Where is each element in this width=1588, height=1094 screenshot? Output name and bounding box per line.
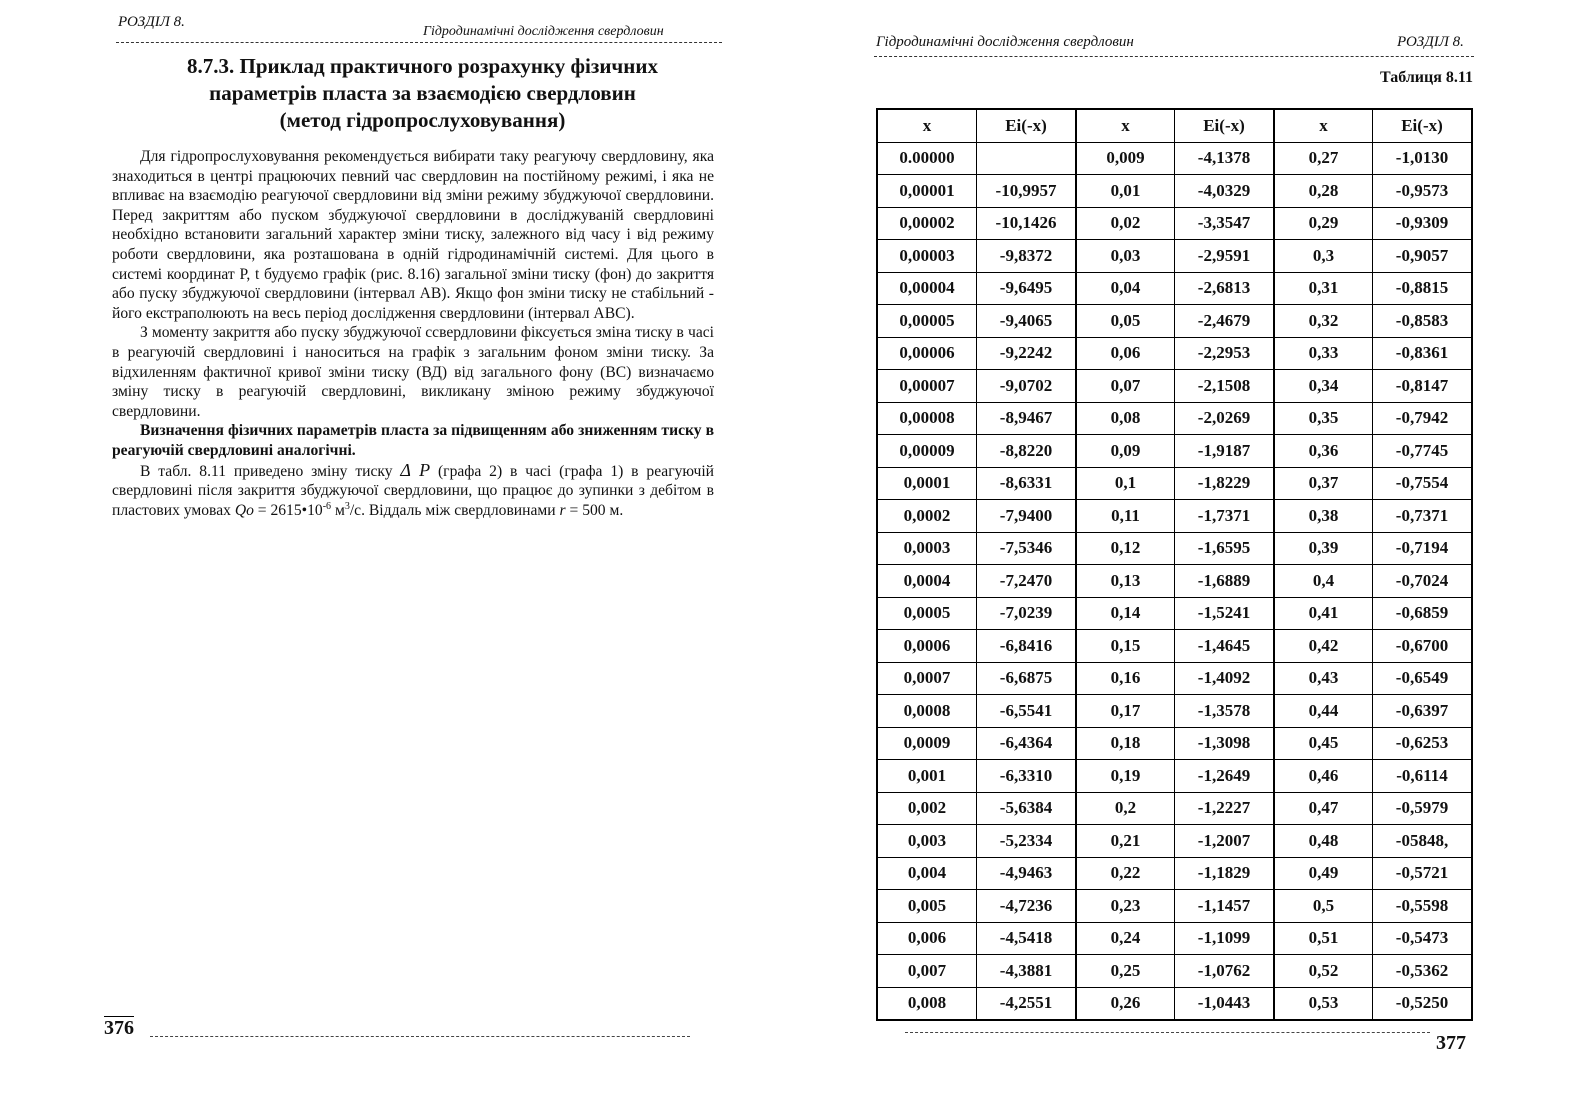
cell-x: 0,45 (1274, 727, 1373, 760)
cell-x: 0,006 (877, 922, 977, 955)
cell-ei: -1,6595 (1175, 532, 1275, 565)
cell-x: 0.00000 (877, 142, 977, 175)
cell-ei: -9,8372 (977, 240, 1077, 273)
cell-x: 0,16 (1076, 662, 1175, 695)
table-row (877, 597, 1472, 630)
table-row (877, 175, 1472, 208)
cell-ei: -1,0762 (1175, 955, 1275, 988)
cell-ei: -7,9400 (977, 500, 1077, 533)
cell-ei: -0,6859 (1373, 597, 1473, 630)
cell-ei: -0,9309 (1373, 207, 1473, 240)
footer-rule-right (905, 1032, 1430, 1033)
cell-x: 0,33 (1274, 337, 1373, 370)
cell-ei: -10,9957 (977, 175, 1077, 208)
table-row (877, 272, 1472, 305)
delta-p-symbol: Δ P (400, 459, 431, 480)
cell-ei: -1,2227 (1175, 792, 1275, 825)
cell-ei: -1,4645 (1175, 630, 1275, 663)
cell-ei: -0,5721 (1373, 857, 1473, 890)
section-title-line-3: (метод гідропрослуховування) (279, 108, 566, 132)
cell-ei: -1,8229 (1175, 467, 1275, 500)
table-row (877, 760, 1472, 793)
col-header-x-1: x (877, 109, 977, 142)
cell-ei: -1,0443 (1175, 987, 1275, 1020)
cell-x: 0,002 (877, 792, 977, 825)
cell-x: 0,37 (1274, 467, 1373, 500)
cell-x: 0,3 (1274, 240, 1373, 273)
cell-ei: -0,7554 (1373, 467, 1473, 500)
cell-x: 0,2 (1076, 792, 1175, 825)
cell-x: 0,005 (877, 890, 977, 923)
cell-ei: -8,6331 (977, 467, 1077, 500)
cell-ei: -1,3578 (1175, 695, 1275, 728)
cell-ei: -4,3881 (977, 955, 1077, 988)
cell-ei: -7,5346 (977, 532, 1077, 565)
table-caption: Таблиця 8.11 (1379, 69, 1473, 86)
cell-ei: -7,0239 (977, 597, 1077, 630)
running-head-title: Гідродинамічні дослідження свердловин (876, 34, 1134, 50)
cell-ei: -6,6875 (977, 662, 1077, 695)
cell-ei: -0,5598 (1373, 890, 1473, 923)
cell-x: 0,02 (1076, 207, 1175, 240)
cell-x: 0,29 (1274, 207, 1373, 240)
col-header-x-3: x (1274, 109, 1373, 142)
cell-ei: -6,5541 (977, 695, 1077, 728)
paragraph-3: Визначення фізичних параметрів пласта за підвищенням або зниженням тиску в реагуючій свердловині аналогічні. (112, 422, 714, 459)
cell-ei: -9,2242 (977, 337, 1077, 370)
cell-ei: -2,4679 (1175, 305, 1275, 338)
col-header-ei-3: Ei(-x) (1373, 109, 1473, 142)
cell-ei: -9,6495 (977, 272, 1077, 305)
cell-ei: -0,8815 (1373, 272, 1473, 305)
cell-x: 0,18 (1076, 727, 1175, 760)
table-row (877, 565, 1472, 598)
cell-x: 0,5 (1274, 890, 1373, 923)
table-row (877, 142, 1472, 175)
cell-x: 0,0003 (877, 532, 977, 565)
cell-ei: -6,8416 (977, 630, 1077, 663)
table-row (877, 890, 1472, 923)
cell-x: 0,21 (1076, 825, 1175, 858)
cell-x: 0,4 (1274, 565, 1373, 598)
running-head-title: Гідродинамічні дослідження свердловин (423, 24, 664, 39)
cell-ei: -6,3310 (977, 760, 1077, 793)
cell-x: 0,14 (1076, 597, 1175, 630)
cell-x: 0,04 (1076, 272, 1175, 305)
cell-ei: -5,6384 (977, 792, 1077, 825)
cell-x: 0,00007 (877, 370, 977, 403)
cell-ei: -0,7194 (1373, 532, 1473, 565)
cell-x: 0,0004 (877, 565, 977, 598)
cell-ei: -5,2334 (977, 825, 1077, 858)
table-row (877, 857, 1472, 890)
cell-x: 0,09 (1076, 435, 1175, 468)
cell-x: 0,49 (1274, 857, 1373, 890)
body-text (112, 147, 714, 520)
table-row (877, 500, 1472, 533)
cell-x: 0,0009 (877, 727, 977, 760)
cell-x: 0,00008 (877, 402, 977, 435)
cell-ei: -4,2551 (977, 987, 1077, 1020)
cell-x: 0,41 (1274, 597, 1373, 630)
cell-x: 0,46 (1274, 760, 1373, 793)
cell-x: 0,38 (1274, 500, 1373, 533)
cell-x: 0,07 (1076, 370, 1175, 403)
cell-ei: -0,6397 (1373, 695, 1473, 728)
cell-ei: -0,8147 (1373, 370, 1473, 403)
cell-x: 0,36 (1274, 435, 1373, 468)
cell-ei: -0,9573 (1373, 175, 1473, 208)
cell-x: 0,0006 (877, 630, 977, 663)
cell-ei: -1,3098 (1175, 727, 1275, 760)
cell-x: 0,26 (1076, 987, 1175, 1020)
cell-ei: -0,7942 (1373, 402, 1473, 435)
cell-x: 0,27 (1274, 142, 1373, 175)
q-unit: м (331, 501, 345, 519)
col-header-ei-1: Ei(-x) (977, 109, 1077, 142)
cell-x: 0,05 (1076, 305, 1175, 338)
cell-x: 0,01 (1076, 175, 1175, 208)
col-header-ei-2: Ei(-x) (1175, 109, 1275, 142)
cell-x: 0,12 (1076, 532, 1175, 565)
cell-x: 0,0005 (877, 597, 977, 630)
cell-x: 0,00004 (877, 272, 977, 305)
cell-x: 0,0001 (877, 467, 977, 500)
page-number-left: 376 (104, 1017, 134, 1039)
cell-ei: -0,8583 (1373, 305, 1473, 338)
cell-ei: -0,7371 (1373, 500, 1473, 533)
table-row (877, 207, 1472, 240)
cell-ei: -0,5979 (1373, 792, 1473, 825)
cell-x: 0,53 (1274, 987, 1373, 1020)
cell-ei: -4,5418 (977, 922, 1077, 955)
cell-x: 0,003 (877, 825, 977, 858)
cell-x: 0,23 (1076, 890, 1175, 923)
paragraph-1: Для гідропрослуховування рекомендується вибирати таку реагуючу свердловину, яка знаходиться в центрі працюючих певний час свердловин на постійному режимі, і яка не впливає на взаємодію реагуючої свердловини від зміни режиму збуджуючої свердловини. Перед закриттям або пуском збуджуючої свердловини в досліджуваній свердловині необхідно встановити загальний характер зміни тиску, залежного від часу і від режиму роботи свердловини, яка розташована в одній гідродинамічній системі. Для цього в системі координат P, t будуємо графік (рис. 8.16) загальної зміни тиску (фон) до закриття або пуску збуджуючої свердловини (інтервал АВ). Якщо фон зміни тиску не стабільний - його екстраполюють на весь період дослідження свердловини (інтервал АВС). (112, 148, 714, 322)
cell-x: 0,19 (1076, 760, 1175, 793)
cell-x: 0,007 (877, 955, 977, 988)
cell-x: 0,28 (1274, 175, 1373, 208)
table-row (877, 825, 1472, 858)
cell-x: 0,35 (1274, 402, 1373, 435)
cell-ei: -0,7745 (1373, 435, 1473, 468)
cell-x: 0,52 (1274, 955, 1373, 988)
paragraph-4 (112, 461, 714, 521)
cell-x: 0,48 (1274, 825, 1373, 858)
cell-x: 0,22 (1076, 857, 1175, 890)
r-value: = 500 м. (565, 501, 624, 519)
table-body (877, 142, 1472, 1020)
q-value: = 2615•10 (253, 501, 323, 519)
table-row (877, 305, 1472, 338)
cell-ei: -1,1829 (1175, 857, 1275, 890)
cell-x: 0,42 (1274, 630, 1373, 663)
header-rule (116, 42, 722, 43)
cell-ei: -9,4065 (977, 305, 1077, 338)
col-header-x-2: x (1076, 109, 1175, 142)
table-row (877, 532, 1472, 565)
cell-ei: -1,1099 (1175, 922, 1275, 955)
r-symbol: r (559, 501, 566, 519)
cell-ei: -4,0329 (1175, 175, 1275, 208)
cell-x: 0,00005 (877, 305, 977, 338)
table-row (877, 402, 1472, 435)
cell-ei: -8,9467 (977, 402, 1077, 435)
cell-x: 0,03 (1076, 240, 1175, 273)
section-title-line-2: параметрів пласта за взаємодією свердловин (209, 81, 636, 105)
ei-function-table (876, 108, 1473, 1021)
cell-ei: -1,9187 (1175, 435, 1275, 468)
cell-ei: -0,6549 (1373, 662, 1473, 695)
cell-x: 0,11 (1076, 500, 1175, 533)
table-row (877, 467, 1472, 500)
cell-ei: -0,5250 (1373, 987, 1473, 1020)
cell-ei: -1,5241 (1175, 597, 1275, 630)
cell-ei: -3,3547 (1175, 207, 1275, 240)
cell-ei: -7,2470 (977, 565, 1077, 598)
cell-x: 0,13 (1076, 565, 1175, 598)
table-row (877, 662, 1472, 695)
cell-x: 0,31 (1274, 272, 1373, 305)
section-title (115, 53, 730, 134)
cell-ei: -0,7024 (1373, 565, 1473, 598)
cell-ei: -8,8220 (977, 435, 1077, 468)
cell-ei: -1,4092 (1175, 662, 1275, 695)
table-row (877, 727, 1472, 760)
cell-ei (977, 142, 1077, 175)
cell-ei: -2,2953 (1175, 337, 1275, 370)
cell-x: 0,51 (1274, 922, 1373, 955)
p4-text-2: (графа 2) в часі (графа 1) в реагуючій свердловині після закриття збуджуючої свердловини, що працює до зупинки з дебітом в пластових умовах (112, 462, 714, 519)
cell-x: 0,08 (1076, 402, 1175, 435)
cell-ei: -4,1378 (1175, 142, 1275, 175)
footer-rule-left (150, 1036, 690, 1037)
cell-x: 0,0002 (877, 500, 977, 533)
table-row (877, 240, 1472, 273)
cell-ei: -4,7236 (977, 890, 1077, 923)
cell-ei: -0,8361 (1373, 337, 1473, 370)
q-symbol: Qo (234, 501, 254, 519)
running-head-chapter: РОЗДІЛ 8. (118, 14, 185, 30)
cell-x: 0,17 (1076, 695, 1175, 728)
table-row (877, 922, 1472, 955)
cell-x: 0,47 (1274, 792, 1373, 825)
cell-ei: -0,6700 (1373, 630, 1473, 663)
table-row (877, 792, 1472, 825)
table-row (877, 435, 1472, 468)
table-row (877, 695, 1472, 728)
cell-ei: -6,4364 (977, 727, 1077, 760)
q-exponent: -6 (322, 500, 332, 512)
cell-ei: -2,0269 (1175, 402, 1275, 435)
cell-ei: -1,2007 (1175, 825, 1275, 858)
table-row (877, 630, 1472, 663)
cell-ei: -0,6253 (1373, 727, 1473, 760)
cell-ei: -2,6813 (1175, 272, 1275, 305)
cell-x: 0,0007 (877, 662, 977, 695)
cell-ei: -1,1457 (1175, 890, 1275, 923)
cell-ei: -1,6889 (1175, 565, 1275, 598)
table-row (877, 955, 1472, 988)
q-unit-tail: /с. (349, 501, 365, 519)
section-title-line-1: 8.7.3. Приклад практичного розрахунку фізичних (187, 54, 658, 78)
cell-x: 0,00002 (877, 207, 977, 240)
cell-ei: -4,9463 (977, 857, 1077, 890)
distance-text: Віддаль між свердловинами (368, 501, 560, 519)
cell-x: 0,00009 (877, 435, 977, 468)
cell-x: 0,44 (1274, 695, 1373, 728)
table-row (877, 987, 1472, 1020)
cell-x: 0,25 (1076, 955, 1175, 988)
cell-ei: -0,5362 (1373, 955, 1473, 988)
table-row (877, 337, 1472, 370)
cell-ei: -9,0702 (977, 370, 1077, 403)
cell-ei: -05848, (1373, 825, 1473, 858)
cell-x: 0,1 (1076, 467, 1175, 500)
cell-ei: -1,7371 (1175, 500, 1275, 533)
running-head-chapter: РОЗДІЛ 8. (1397, 34, 1464, 50)
cell-x: 0,32 (1274, 305, 1373, 338)
cell-x: 0,0008 (877, 695, 977, 728)
cell-ei: -1,2649 (1175, 760, 1275, 793)
cell-ei: -0,6114 (1373, 760, 1473, 793)
cell-ei: -10,1426 (977, 207, 1077, 240)
cell-x: 0,43 (1274, 662, 1373, 695)
table-header-row (877, 109, 1472, 142)
cell-ei: -1,0130 (1373, 142, 1473, 175)
cell-x: 0,00003 (877, 240, 977, 273)
header-rule (874, 56, 1474, 57)
cell-ei: -2,9591 (1175, 240, 1275, 273)
paragraph-2: З моменту закриття або пуску збуджуючої ссвердловини фіксується зміна тиску в часі в реагуючій свердловині і наноситься на графік з загальним фоном зміни тиску. За відхиленням фактичної кривої зміни тиску (ВД) від загального фону (ВС) визначаємо зміну тиску в реагуючій свердловині, викликану зміною режиму збуджуючої свердловини. (112, 324, 714, 420)
cell-x: 0,00001 (877, 175, 977, 208)
q-unit-exponent: 3 (344, 500, 350, 512)
cell-x: 0,001 (877, 760, 977, 793)
p4-text-1: В табл. 8.11 приведено зміну тиску (140, 462, 401, 480)
cell-x: 0,34 (1274, 370, 1373, 403)
cell-x: 0,06 (1076, 337, 1175, 370)
table-row (877, 370, 1472, 403)
cell-x: 0,008 (877, 987, 977, 1020)
cell-x: 0,24 (1076, 922, 1175, 955)
cell-x: 0,15 (1076, 630, 1175, 663)
cell-x: 0,00006 (877, 337, 977, 370)
cell-ei: -2,1508 (1175, 370, 1275, 403)
page-number-right: 377 (1436, 1032, 1466, 1054)
cell-x: 0,39 (1274, 532, 1373, 565)
cell-x: 0,004 (877, 857, 977, 890)
cell-ei: -0,9057 (1373, 240, 1473, 273)
cell-ei: -0,5473 (1373, 922, 1473, 955)
cell-x: 0,009 (1076, 142, 1175, 175)
